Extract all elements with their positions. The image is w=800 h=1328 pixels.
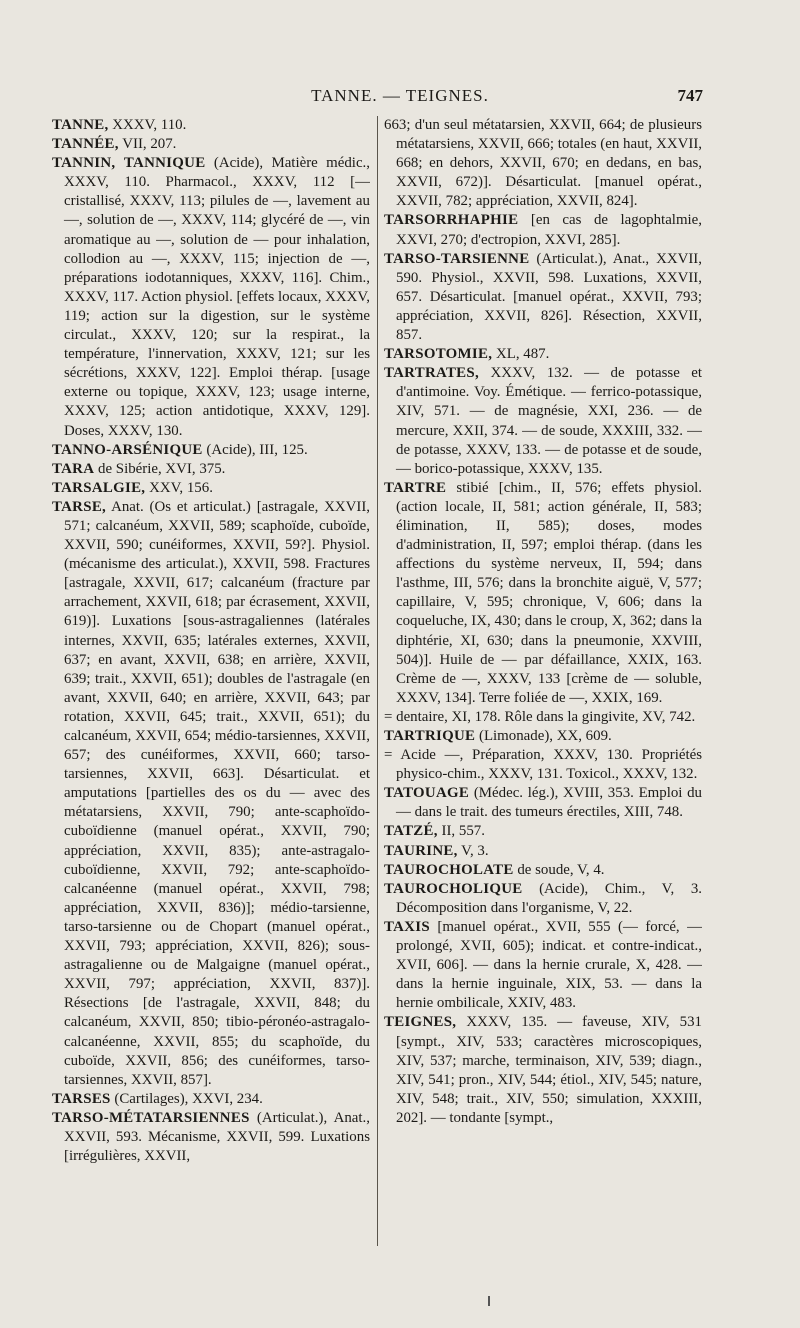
index-entry — [384, 116, 702, 211]
page-mark — [488, 1296, 490, 1306]
index-entry — [384, 727, 702, 746]
entry-headword: TARA — [52, 460, 95, 477]
header-title: TANNE. — TEIGNES. — [311, 86, 489, 105]
entry-headword: TATZÉ, — [384, 823, 438, 840]
entry-references: VII, 207. — [118, 136, 177, 153]
entry-references: (Articulat.), Anat., XXVII, 593. Mécanisme, XXVII, 599. Luxations [irrégulières, XXVII, — [64, 1109, 370, 1165]
entry-headword: TARTRE — [384, 479, 447, 496]
index-entry — [384, 746, 702, 784]
index-entry — [384, 918, 702, 1013]
entry-references: [manuel opérat., XVII, 555 (— forcé, — prolongé, XVII, 605); indicat. et contre-indicat., XVII, 606]. — dans la hernie crurale, X, 428. — dans la hernie inguinale, XIX, 53. — dans la hernie ombilicale, XXIV, 483. — [396, 918, 702, 1012]
index-entry — [384, 822, 702, 841]
entry-references: = dentaire, XI, 178. Rôle dans la gingivite, XV, 742. — [384, 708, 696, 725]
entry-references: (Articulat.), Anat., XXVII, 590. Physiol., XXVII, 598. Luxations, XXVII, 657. Désarticulat. [manuel opérat., XXVII, 793; appréciation, XXVII, 826]. Résection, XXVII, 857. — [396, 250, 702, 344]
running-header — [0, 86, 800, 110]
entry-headword: TARSES — [52, 1090, 111, 1107]
index-entry — [384, 880, 702, 918]
entry-headword: TARTRIQUE — [384, 728, 476, 744]
entry-references: de soude, V, 4. — [513, 861, 605, 878]
index-entry — [52, 1109, 370, 1166]
entry-headword: TARSORRHAPHIE — [384, 212, 519, 229]
entry-headword: TAURINE, — [384, 842, 458, 859]
index-entry — [384, 250, 702, 345]
entry-references: V, 3. — [457, 842, 489, 859]
entry-references: stibié [chim., II, 576; effets physiol. (action locale, II, 581; action générale, II, 583; élimination, II, 585); doses, modes d'administration, II, 597; emploi thérap. (dans les affections du système nerveux, II, 594; dans l'asthme, III, 576; dans la bronchite aiguë, V, 577; capillaire, V, 595; chronique, V, 606; dans la coqueluche, IX, 430; dans le croup, X, 362; dans la diphtérie, XI, 630; dans la pneumonie, XXVIII, 504)]. Huile de — par défaillance, XXIX, 163. Crème de —, XXXV, 133 [crème de — soluble, XXXV, 134]. Terre foliée de —, XXIX, 169. — [396, 479, 702, 706]
index-entry — [384, 364, 702, 479]
index-entry — [384, 479, 702, 708]
entry-headword: TAUROCHOLIQUE — [384, 880, 523, 897]
right-column — [384, 116, 702, 1286]
entry-headword: TARSALGIE, — [52, 479, 146, 496]
entry-headword: TANNE, — [52, 117, 109, 133]
entry-references: [en cas de lagophtalmie, XXVI, 270; d'ectropion, XXVI, 285]. — [396, 212, 702, 248]
entry-references: XL, 487. — [492, 346, 550, 363]
entry-headword: TARSE, — [52, 498, 107, 515]
entry-headword: TARSOTOMIE, — [384, 346, 493, 363]
index-entry — [384, 345, 702, 364]
entry-references: XXXV, 110. — [108, 117, 187, 133]
index-entry — [52, 460, 370, 479]
index-entry — [384, 861, 702, 880]
entry-headword: TARSO-MÉTATARSIENNES — [52, 1109, 250, 1126]
entry-references: (Cartilages), XXVI, 234. — [110, 1090, 263, 1107]
index-entry — [384, 842, 702, 861]
entry-references: 663; d'un seul métatarsien, XXVII, 664; de plusieurs métatarsiens, XXVII, 666; totales (en haut, XXVII, 668; en dehors, XXVII, 670; en dedans, en bas, XXVII, 672)]. Désarticulat. [manuel opérat., XXVII, 782; appréciation, XXVII, 824]. — [384, 117, 702, 210]
entry-headword: TANNO-ARSÉNIQUE — [52, 441, 203, 458]
column-divider — [377, 116, 378, 1246]
index-entry — [52, 479, 370, 498]
entry-references: (Acide), Matière médic., XXXV, 110. Pharmacol., XXXV, 112 [— cristallisé, XXXV, 113; pilules de —, lavement au —, solution de —, XXXV, 114; glycéré de —, vin aromatique au —, solution de — pour inhalation, collodion au —, XXXV, 115; injection de —, préparations iodotanniques, XXXV, 116]. Chim., XXXV, 117. Action physiol. [effets locaux, XXXV, 119; action sur la digestion, sur le système circulat., XXXV, 120; sur la respirat., la température, l'innervation, XXXV, 121; sur les sécrétions, XXXV, 122]. Emploi thérap. [usage externe ou topique, XXXV, 123; usage interne, XXXV, 125; action antidotique, XXXV, 129]. Doses, XXXV, 130. — [64, 155, 370, 439]
entry-headword: TARTRATES, — [384, 365, 480, 382]
index-entry — [384, 211, 702, 249]
entry-headword: TARSO-TARSIENNE — [384, 250, 530, 267]
entry-references: de Sibérie, XVI, 375. — [94, 460, 226, 477]
entry-references: XXXV, 132. — de potasse et d'antimoine. Voy. Émétique. — ferrico-potassique, XIV, 571. — de magnésie, XXI, 236. — de mercure, XXII, 374. — de soude, XXXIII, 332. — de potasse, XXXV, 133. — de potasse et de soude, — borico-potassique, XXXV, 135. — [396, 365, 702, 477]
entry-references: (Limonade), XX, 609. — [475, 728, 612, 744]
index-entry — [384, 708, 702, 727]
entry-references: II, 557. — [437, 823, 485, 840]
entry-references: (Acide), Chim., V, 3. Décomposition dans l'organisme, V, 22. — [396, 880, 702, 916]
entry-headword: TANNÉE, — [52, 136, 119, 153]
entry-headword: TEIGNES, — [384, 1014, 457, 1031]
left-column — [52, 116, 370, 1286]
index-entry — [52, 154, 370, 440]
index-entry — [52, 116, 370, 135]
index-entry — [52, 1090, 370, 1109]
entry-headword: TATOUAGE — [384, 785, 470, 802]
index-entry — [52, 441, 370, 460]
index-entry — [52, 498, 370, 1090]
page-number: 747 — [677, 86, 703, 105]
entry-references: XXV, 156. — [145, 479, 213, 496]
entry-headword: TAUROCHOLATE — [384, 861, 514, 878]
entry-references: (Acide), III, 125. — [202, 441, 308, 458]
index-entry — [384, 1013, 702, 1128]
entry-references: Anat. (Os et articulat.) [astragale, XXVII, 571; calcanéum, XXVII, 589; scaphoïde, cuboïde, XXVII, 590; cunéiformes, XXVII, 59?]. Physiol. (mécanisme des articulat.), XXVII, 598. Fractures [astragale, XXVII, 617; calcanéum (fracture par arrachement, XXVII, 618; par écrasement, XXVII, 619)]. Luxations [sous-astragaliennes (latérales internes, XXVII, 635; latérales externes, XXVII, 637; en avant, XXVII, 638; en arrière, XXVII, 639; trait., XXVII, 651); doubles de l'astragale (en avant, XXVII, 640; en arrière, XXVII, 643; par rotation, XXVII, 645; trait., XXVII, 651); du calcanéum, XXVII, 654; médio-tarsiennes, XXVII, 657; des cunéiformes, XXVII, 660; tarso-tarsiennes, XXVII, 663]. Désarticulat. et amputations [partielles des os du — avec des métatarsiens, XXVII, 790; ante-scaphoïdo-cuboïdienne (manuel opérat., XXVII, 790; appréciation, XXVII, 835); ante-astragalo-cuboïdienne, XXVII, 792; ante-scaphoïdo-calcanéenne (manuel opérat., XXVII, 798; appréciation, XXVII, 836)]; médio-tarsienne, tarso-tarsienne ou de Chopart (manuel opérat., XXVII, 793; appréciation, XXVII, 826); sous-astragalienne ou de Malgaigne (manuel opérat., XXVII, 797; appréciation, XXVII, 837)]. Résections [de l'astragale, XXVII, 848; du calcanéum, XXVII, 850; tibio-péronéo-astragalo-calcanéenne, XXVII, 855; du scaphoïde, du cuboïde, XXVII, 856; des cunéiformes, tarso-tarsiennes, XXVII, 857]. — [64, 498, 370, 1088]
entry-headword: TANNIN, TANNIQUE — [52, 155, 206, 172]
entry-references: (Médec. lég.), XVIII, 353. Emploi du — dans le trait. des tumeurs érectiles, XIII, 748. — [396, 785, 702, 821]
entry-headword: TAXIS — [384, 918, 430, 935]
index-entry — [52, 135, 370, 154]
entry-references: XXXV, 135. — faveuse, XIV, 531 [sympt., XIV, 533; caractères microscopiques, XIV, 537; marche, terminaison, XIV, 539; diagn., XIV, 541; pron., XIV, 544; étiol., XIV, 545; nature, XIV, 548; trait., XIV, 550; simulation, XXXIII, 202]. — tondante [sympt., — [396, 1014, 702, 1126]
index-entry — [384, 784, 702, 822]
entry-references: = Acide —, Préparation, XXXV, 130. Propriétés physico-chim., XXXV, 131. Toxicol., XXXV, 132. — [384, 747, 702, 783]
